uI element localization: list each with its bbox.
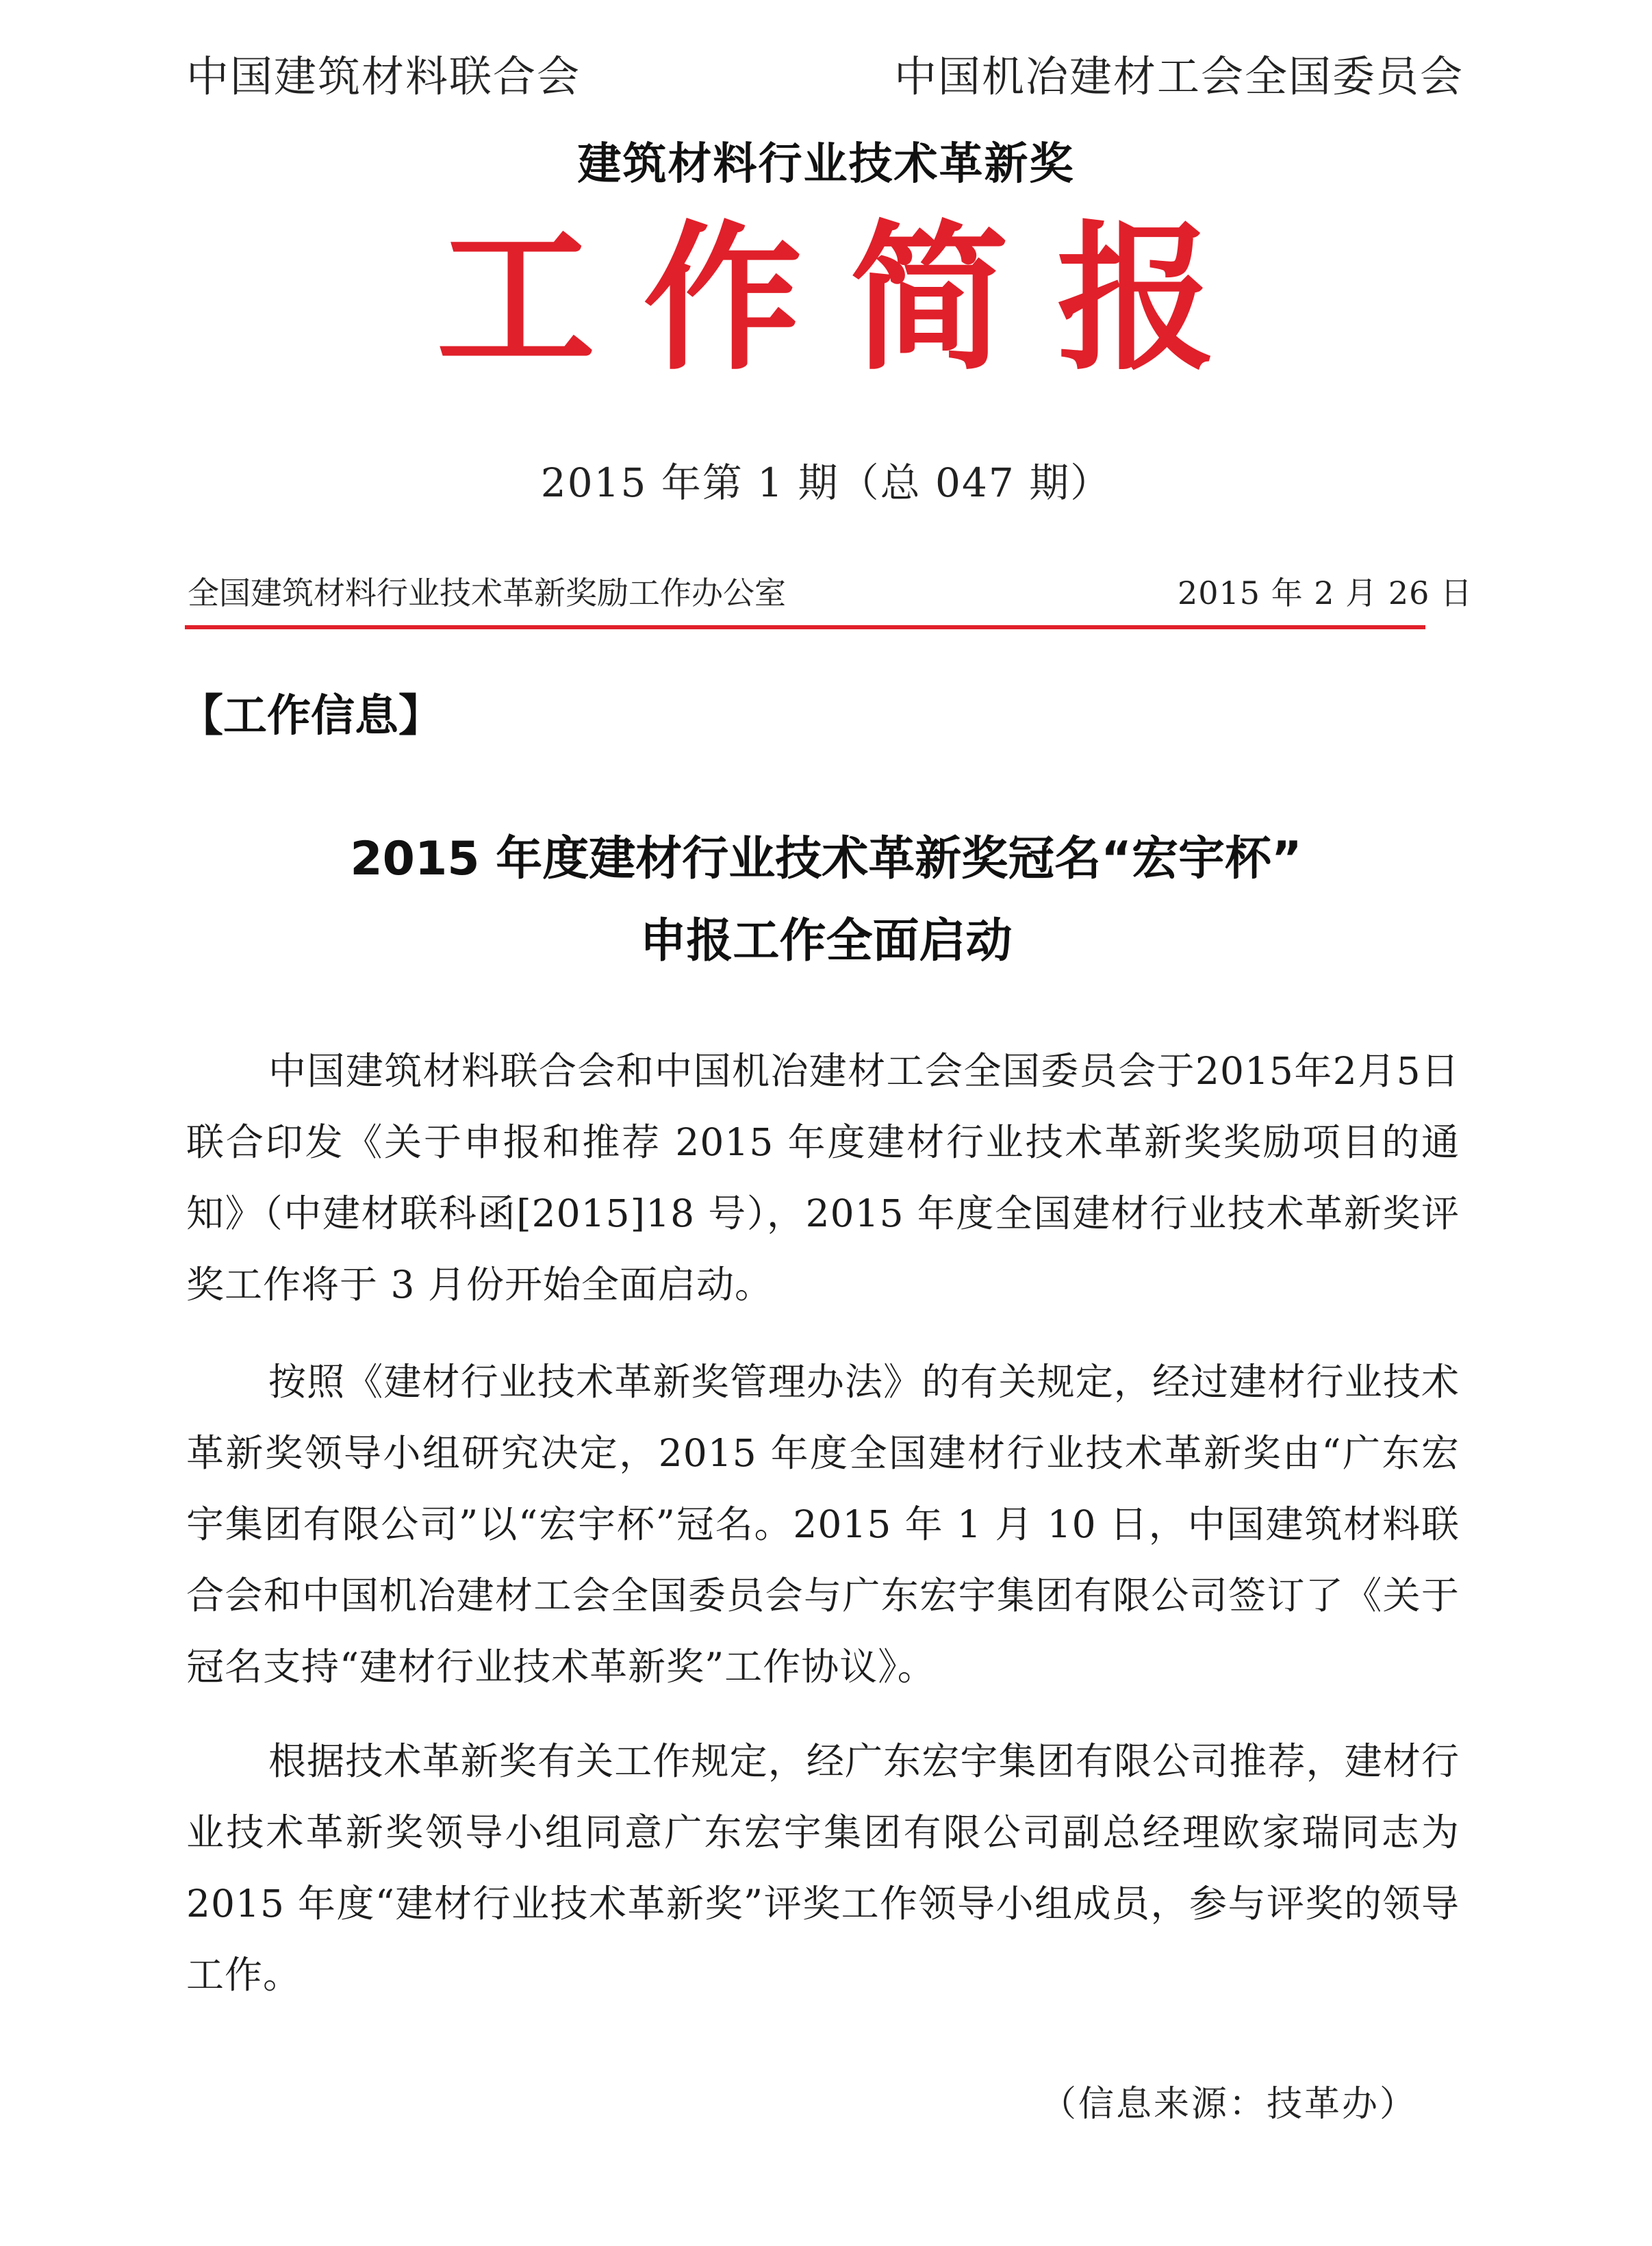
info-source: （信息来源：技革办） <box>1041 2084 1418 2125</box>
article-headline-line2: 申报工作全面启动 <box>639 914 1013 968</box>
article-paragraph: 按照《建材行业技术革新奖管理办法》的有关规定，经过建材行业技术革新奖领导小组研究决定，2015 年度全国建材行业技术革新奖由“广东宏宇集团有限公司”以“宏宇杯”冠名。2015 年 1 月 10 日，中国建筑材料联合会和中国机冶建材工会全国委员会与广东宏宇集团有限公司签订了《关于冠名支持“建材行业技术革新奖”工作协议》。 <box>186 1360 1460 1689</box>
award-title: 建筑材料行业技术革新奖 <box>577 139 1075 190</box>
header-divider <box>185 625 1425 629</box>
issuing-org-right: 中国机冶建材工会全国委员会 <box>894 51 1464 101</box>
issuing-org-left: 中国建筑材料联合会 <box>186 51 581 101</box>
bulletin-title: 工作简报 <box>436 205 1264 392</box>
article-headline-line1: 2015 年度建材行业技术革新奖冠名“宏宇杯” <box>350 832 1302 886</box>
issuing-office: 全国建筑材料行业技术革新奖励工作办公室 <box>188 575 786 611</box>
issue-number: 2015 年第 1 期（总 047 期） <box>540 459 1112 506</box>
article-paragraph: 根据技术革新奖有关工作规定，经广东宏宇集团有限公司推荐，建材行业技术革新奖领导小组同意广东宏宇集团有限公司副总经理欧家瑞同志为 2015 年度“建材行业技术革新奖”评奖工作领导小组成员，参与评奖的领导工作。 <box>186 1739 1460 1997</box>
section-label: 【工作信息】 <box>179 691 442 742</box>
article-paragraph: 中国建筑材料联合会和中国机冶建材工会全国委员会于2015年2月5日联合印发《关于申报和推荐 2015 年度建材行业技术革新奖奖励项目的通知》（中建材联科函[2015]18 号），2015 年度全国建材行业技术革新奖评奖工作将于 3 月份开始全面启动。 <box>186 1049 1460 1307</box>
issue-date: 2015 年 2 月 26 日 <box>1178 575 1473 611</box>
